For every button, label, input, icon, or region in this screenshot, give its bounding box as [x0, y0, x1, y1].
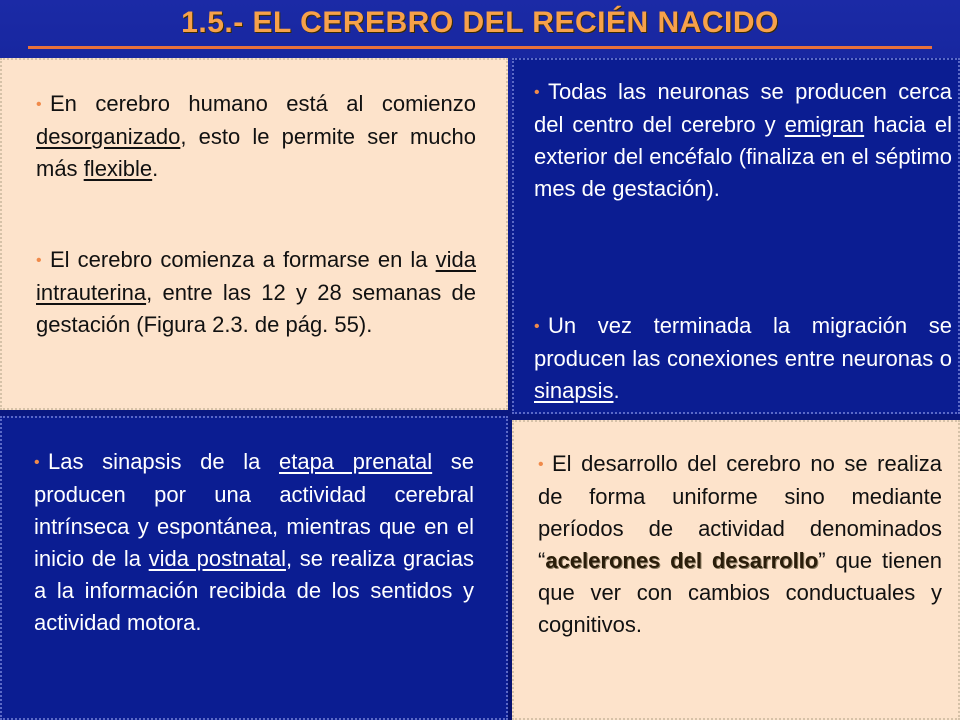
text: Las sinapsis de la [48, 449, 279, 474]
text: , se realiza gracias a la información recibida de los sentidos y actividad motora. [34, 546, 474, 635]
paragraph-brain-formation [36, 244, 476, 341]
panel-bottom-left [0, 416, 508, 720]
bullet-icon: • [538, 456, 544, 473]
text: se producen por una actividad cerebral intrínseca y espontánea, mientras que en el inicio de la [34, 449, 474, 571]
panel-top-left [0, 58, 508, 410]
text: . [613, 378, 620, 403]
paragraph-brain-development [538, 448, 942, 641]
underlined-term: desorganizado [36, 124, 181, 149]
text: . [152, 156, 159, 181]
slide-title: 1.5.- EL CEREBRO DEL RECIÉN NACIDO [181, 6, 779, 39]
text: El cerebro comienza a formarse en la [50, 247, 436, 272]
text: ” que tienen que ver con cambios conductuales y cognitivos. [538, 548, 942, 637]
text: Un vez terminada la migración se producen las conexiones entre neuronas o [534, 313, 952, 371]
bullet-icon: • [36, 96, 42, 113]
bullet-icon: • [534, 84, 540, 101]
underlined-term: etapa prenatal [278, 449, 433, 474]
text: , entre las 12 y 28 semanas de gestación (Figura 2.3. de pág. 55). [36, 280, 476, 337]
bullet-icon: • [36, 252, 42, 269]
text: hacia el exterior del encéfalo (finaliza en el séptimo mes de gestación). [534, 112, 952, 201]
title-underline [28, 46, 932, 49]
text: Todas las neuronas se producen cerca del centro del cerebro y [534, 79, 952, 137]
panel-bottom-right [512, 420, 960, 720]
paragraph-synapses [534, 310, 952, 407]
bullet-icon: • [534, 318, 540, 335]
paragraph-brain-disorganized [36, 88, 476, 185]
underlined-term: vida postnatal [148, 546, 286, 571]
paragraph-neurons-migrate [534, 76, 952, 205]
underlined-term: flexible [83, 156, 153, 181]
paragraph-prenatal-synapses [34, 446, 474, 639]
bullet-icon: • [34, 454, 40, 471]
underlined-term: emigran [784, 112, 865, 137]
text: En cerebro humano está al comienzo [50, 91, 476, 116]
text: , esto le permite ser mucho más [36, 124, 476, 181]
emphasized-term: acelerones del desarrollo [545, 548, 819, 573]
underlined-term: vida intrauterina [36, 247, 476, 305]
underlined-term: sinapsis [534, 378, 614, 403]
panel-top-right [512, 58, 960, 414]
text: El desarrollo del cerebro no se realiza de forma uniforme sino mediante períodos de actividad denominados “ [538, 451, 942, 573]
